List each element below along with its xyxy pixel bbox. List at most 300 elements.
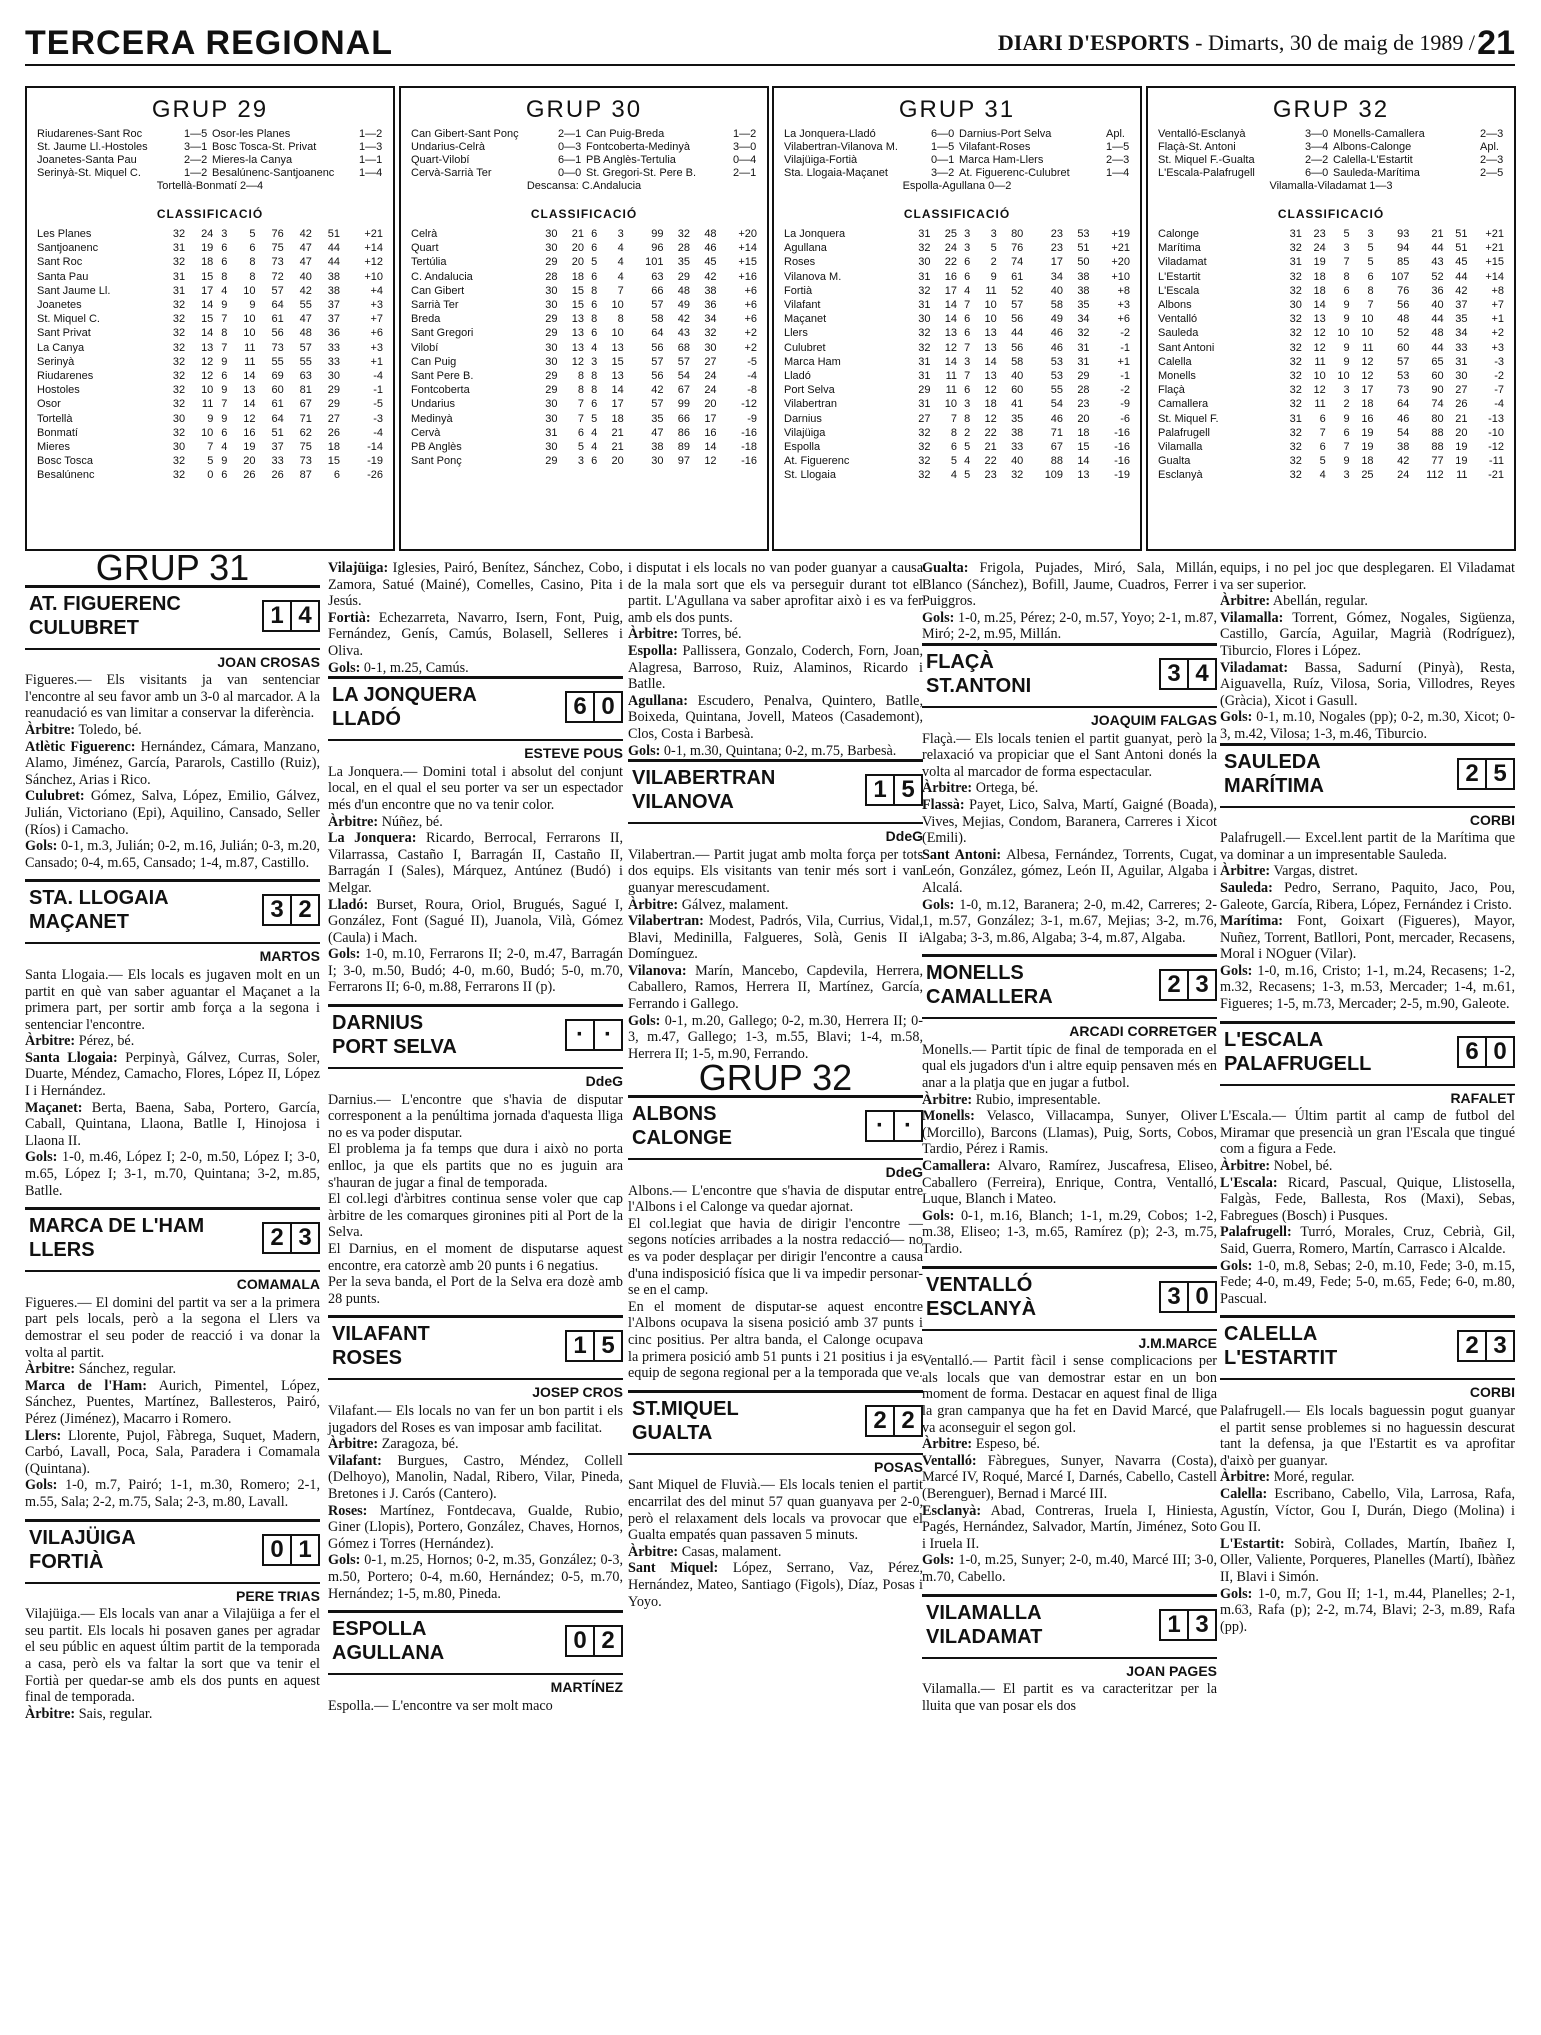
match-report — [25, 1519, 320, 1723]
match-report — [922, 643, 1217, 946]
paragraph-label: Culubret: — [25, 788, 85, 805]
paragraph-label: Gols: — [922, 896, 955, 913]
stat-cell: 32 — [1289, 242, 1302, 255]
stat-cell: 32 — [918, 327, 931, 340]
stat-cell: 32 — [918, 469, 931, 482]
stat-cell: 9 — [221, 299, 228, 312]
stat-cell: 3 — [964, 355, 971, 368]
stat-cell: 56 — [651, 370, 664, 383]
score-box — [565, 1330, 623, 1362]
paragraph-text: El problema ja fa temps que dura i això no porta enlloc, ja que els partits que no es juguin ara s'hauran de jugar a final de temporada. — [328, 1141, 623, 1191]
stat-cell: 24 — [1397, 469, 1410, 482]
classification-row — [1158, 255, 1504, 269]
paragraph-text: 1-0, m.25, Pérez; 2-0, m.57, Yoyo; 2-1, m.87, Miró; 2-2, m.95, Millán. — [922, 609, 1217, 643]
score-digit: 0 — [573, 1627, 587, 1655]
score-digit: 2 — [873, 1406, 887, 1434]
stat-cell: 7 — [577, 412, 585, 425]
paragraph-label: Gols: — [328, 1552, 361, 1569]
stat-cell: 31 — [172, 242, 186, 255]
paragraph-label: Vilabertran: — [628, 913, 704, 930]
stat-cell: 12 — [571, 355, 585, 368]
team-name: Sant Jaume Ll. — [37, 284, 111, 297]
score-digit: 3 — [1167, 1282, 1181, 1310]
result-teams: Calella-L'Estartit — [1333, 154, 1413, 166]
result-teams: Osor-les Planes — [212, 128, 291, 140]
score-digit: · — [876, 1112, 884, 1140]
stat-cell: 7 — [577, 398, 585, 411]
stat-cell: 9 — [221, 355, 228, 368]
stat-cell: 76 — [1397, 284, 1410, 297]
stat-cell: +21 — [364, 228, 383, 240]
stat-cell: +15 — [738, 256, 757, 269]
match-header — [25, 1207, 320, 1272]
classification-row — [1158, 284, 1504, 298]
score-digit: 5 — [893, 776, 921, 804]
result-teams: St. Miquel F.-Gualta — [1158, 154, 1255, 166]
paragraph-text: Perpinyà, Gálvez, Curras, Soler, Duarte, Méndez, Camacho, Flores, López II, López I i Hernández. — [25, 1049, 321, 1100]
paragraph-label: L'Estartit: — [1220, 1535, 1285, 1552]
article-paragraph — [1220, 1403, 1515, 1469]
score-box — [262, 1222, 320, 1254]
stat-cell: 5 — [249, 228, 256, 240]
stat-cell: 88 — [1050, 455, 1064, 468]
stat-cell: -4 — [373, 426, 383, 439]
stat-cell: -16 — [1114, 455, 1130, 468]
result-teams: Can Puig-Breda — [586, 128, 665, 140]
stat-cell: 14 — [984, 355, 997, 368]
paragraph-label: Monells: — [922, 1108, 975, 1125]
team-name: Maçanet — [784, 313, 827, 326]
stat-cell: 6 — [964, 270, 971, 283]
section-title: TERCERA REGIONAL — [25, 24, 393, 62]
match-header — [328, 1315, 623, 1380]
stat-cell: 20 — [1077, 412, 1090, 425]
stat-cell: 31 — [545, 426, 558, 439]
team-name: MARCA DE L'HAM — [29, 1215, 205, 1238]
stat-cell: 9 — [221, 412, 228, 425]
stat-cell: 76 — [271, 228, 284, 240]
paragraph-text: Vilajüiga.— Els locals van anar a Vilajüiga a fer el seu partit. Els locals hi posaven ganes per agradar el seu públic en aquest últim partit de la temporada a casa, però els va faltar la sort que va tenir el Fortià per quedar-se amb els dos punts en aquest final de temporada. — [25, 1606, 320, 1706]
result-score: 3—0 — [1305, 128, 1329, 140]
stat-cell: 13 — [944, 327, 958, 340]
result-teams: Flaçà-St. Antoni — [1158, 141, 1236, 153]
article-paragraph — [922, 1353, 1217, 1436]
stat-cell: 32 — [1077, 327, 1090, 340]
stat-cell: 18 — [571, 270, 585, 283]
stat-cell: -4 — [747, 370, 757, 383]
article-paragraph — [1220, 593, 1515, 610]
score-digit: 2 — [1167, 971, 1181, 999]
paragraph-text: Abellán, regular. — [1270, 593, 1368, 610]
article-paragraph — [922, 780, 1217, 797]
stat-cell: 58 — [651, 313, 664, 326]
paragraph-label: Marca de l'Ham: — [25, 1377, 147, 1394]
stat-cell: 60 — [1397, 341, 1410, 354]
stat-cell: 48 — [677, 284, 691, 297]
result-teams: Quart-Vilobí — [411, 154, 470, 166]
stat-cell: 31 — [172, 270, 186, 283]
paragraph-text: Escribano, Cabello, Vila, Larrosa, Rafa, Agustín, Víctor, Gou I, Durán, Diego (Molina) i Gou II. — [1220, 1485, 1515, 1536]
match-report — [1220, 743, 1515, 1013]
stat-cell: +2 — [1491, 327, 1504, 340]
score-digit: 2 — [893, 1407, 921, 1435]
score-box — [1159, 969, 1217, 1001]
article-paragraph — [25, 722, 320, 739]
article-paragraph — [25, 739, 320, 789]
paragraph-text: Turró, Morales, Cruz, Cebrià, Gil, Said, Guerra, Romero, Martín, Carrasco i Alcalde. — [1220, 1224, 1515, 1257]
results-grid — [411, 128, 757, 180]
stat-cell: 57 — [677, 355, 691, 368]
article-paragraph — [922, 1552, 1217, 1585]
result-teams: Serinyà-St. Miquel C. — [37, 167, 141, 179]
article-paragraph — [628, 1560, 923, 1610]
team-name: PALAFRUGELL — [1224, 1052, 1372, 1075]
stat-cell: 41 — [1011, 398, 1024, 411]
stat-cell: 18 — [201, 256, 214, 269]
stat-cell: +3 — [1491, 341, 1504, 354]
team-name: Sant Pere B. — [411, 370, 474, 383]
stat-cell: 18 — [327, 441, 341, 454]
match-header — [328, 676, 623, 741]
stat-cell: -11 — [1488, 455, 1504, 468]
stat-cell: 7 — [221, 313, 228, 326]
team-name: Monells — [1158, 370, 1196, 383]
stat-cell: 6 — [591, 455, 598, 468]
article-paragraph — [1220, 1486, 1515, 1536]
match-author: JOAN PAGES — [1126, 1662, 1217, 1679]
stat-cell: 3 — [964, 242, 971, 255]
classification-row — [37, 298, 383, 312]
stat-cell: 30 — [704, 341, 717, 354]
stat-cell: 32 — [172, 426, 186, 439]
paragraph-text: 0-1, m.25, Hornos; 0-2, m.35, González; 0-3, m.50, Portero; 0-4, m.60, Hernández; 0-5, m.70, Hernández; 1-5, m.80, Pineda. — [328, 1552, 623, 1602]
stat-cell: +15 — [1485, 256, 1504, 269]
stat-cell: 44 — [1431, 341, 1444, 354]
stat-cell: 9 — [207, 412, 214, 425]
stat-cell: 2 — [1343, 398, 1350, 411]
stat-cell: 33 — [327, 355, 341, 368]
stat-cell: 21 — [1431, 228, 1444, 240]
result-teams: Riudarenes-Sant Roc — [37, 128, 143, 140]
paragraph-label: Esclanyà: — [922, 1502, 982, 1519]
stat-cell: 64 — [271, 299, 284, 312]
stat-cell: -2 — [1120, 327, 1130, 340]
stat-cell: 52 — [1397, 327, 1410, 340]
match-author: PERE TRIAS — [235, 1587, 320, 1604]
stat-cell: 7 — [221, 341, 228, 354]
paragraph-label: Palafrugell: — [1220, 1224, 1292, 1241]
team-name: Besalúnenc — [37, 469, 95, 482]
stat-cell: -2 — [1120, 384, 1130, 397]
stat-cell: 93 — [1397, 228, 1410, 240]
stat-cell: 43 — [1431, 256, 1444, 269]
article-paragraph — [922, 847, 1217, 897]
classification-title: CLASSIFICACIÓ — [530, 207, 638, 221]
stat-cell: 7 — [964, 341, 971, 354]
classification-row — [1158, 270, 1504, 284]
stat-cell: 13 — [611, 370, 624, 383]
score-box — [865, 774, 923, 806]
stat-cell: 12 — [984, 412, 997, 425]
classification-row — [411, 440, 757, 454]
stat-cell: 34 — [1077, 313, 1090, 326]
stat-cell: 35 — [651, 412, 664, 425]
stat-cell: 19 — [243, 441, 256, 454]
stat-cell: +14 — [1485, 270, 1504, 283]
classification-row — [411, 369, 757, 383]
stat-cell: 7 — [207, 441, 214, 454]
article-paragraph — [628, 847, 923, 897]
match-header — [922, 643, 1217, 708]
stat-cell: 15 — [611, 355, 624, 368]
stat-cell: 8 — [964, 412, 971, 425]
team-name: VILANOVA — [632, 791, 734, 814]
stat-cell: 7 — [1343, 256, 1350, 269]
result-score: 6—0 — [1305, 167, 1329, 179]
stat-cell: 69 — [271, 370, 284, 383]
team-name: Vilamalla — [1158, 441, 1203, 454]
stat-cell: -12 — [741, 398, 757, 411]
stat-cell: 38 — [1077, 284, 1090, 297]
stat-cell: 38 — [1011, 426, 1024, 439]
stat-cell: -13 — [1488, 412, 1504, 425]
paragraph-label: Àrbitre: — [25, 1361, 76, 1378]
stat-cell: 32 — [1289, 341, 1302, 354]
result-score: 1—5 — [931, 141, 955, 153]
stat-cell: 53 — [1077, 228, 1090, 240]
standings-box — [772, 86, 1142, 551]
paragraph-text: Moré, regular. — [1270, 1469, 1355, 1486]
team-name: Vilobí — [411, 341, 439, 354]
stat-cell: 32 — [1289, 355, 1302, 368]
stat-cell: 53 — [1050, 370, 1064, 383]
paragraph-text: Figueres.— Els visitants ja van sentenciar l'encontre al seu favor amb un 3-0 al marcador. A la reanudació es van limitar a conservar la diferència. — [25, 672, 320, 722]
result-score: 2—1 — [558, 128, 582, 140]
stat-cell: +1 — [370, 355, 383, 368]
paragraph-text: 0-1, m.16, Blanch; 1-1, m.29, Cobos; 1-2, m.38, Eliseo; 1-3, m.65, Ramírez (p); 2-3, m.75, Tardio. — [922, 1207, 1217, 1257]
result-teams: Joanetes-Santa Pau — [37, 154, 137, 166]
stat-cell: 44 — [327, 242, 341, 255]
stat-cell: 7 — [1319, 426, 1326, 439]
result-teams: Monells-Camallera — [1333, 128, 1425, 140]
article-paragraph — [1220, 560, 1515, 593]
stat-cell: 32 — [1011, 469, 1024, 482]
article-paragraph — [628, 643, 923, 693]
classification-row — [784, 255, 1130, 269]
score-digit: · — [593, 1021, 621, 1049]
stat-cell: 43 — [677, 327, 691, 340]
team-name: Hostoles — [37, 384, 80, 397]
stat-cell: 32 — [172, 398, 186, 411]
stat-cell: 26 — [1455, 398, 1468, 411]
stat-cell: 10 — [201, 384, 214, 397]
stat-cell: 6 — [221, 242, 228, 255]
stat-cell: 4 — [221, 441, 228, 454]
score-box — [262, 1534, 320, 1566]
classification-row — [1158, 440, 1504, 454]
stat-cell: 42 — [299, 228, 312, 240]
score-digit: 5 — [1485, 760, 1513, 788]
score-box — [1159, 1281, 1217, 1313]
paragraph-label: Àrbitre: — [25, 1705, 76, 1722]
classification-row — [784, 369, 1130, 383]
paragraph-text: Espolla.— L'encontre va ser molt maco — [328, 1697, 553, 1714]
page-header — [25, 24, 1515, 66]
match-header — [1220, 743, 1515, 808]
stat-cell: 32 — [172, 313, 186, 326]
stat-cell: 12 — [944, 341, 958, 354]
stat-cell: 6 — [221, 469, 228, 482]
stat-cell: 87 — [299, 469, 312, 482]
stat-cell: 18 — [611, 412, 624, 425]
stat-cell: -2 — [1494, 370, 1504, 383]
stat-cell: +8 — [1491, 284, 1504, 297]
stat-cell: 5 — [577, 441, 585, 454]
paragraph-label: Gols: — [25, 838, 58, 855]
stat-cell: 40 — [1431, 299, 1444, 312]
team-name: Albons — [1158, 299, 1192, 312]
stat-cell: 60 — [1431, 370, 1444, 383]
team-name: MARÍTIMA — [1224, 774, 1324, 797]
stat-cell: 27 — [327, 412, 341, 425]
team-name: Cervà — [411, 426, 441, 439]
classification-row — [784, 412, 1130, 426]
result-score: 3—1 — [184, 141, 208, 153]
stat-cell: 25 — [944, 228, 958, 240]
stat-cell: 32 — [1289, 370, 1302, 383]
article-paragraph — [1220, 1158, 1515, 1175]
classification-row — [1158, 326, 1504, 340]
paragraph-text: 1-0, m.25, Sunyer; 2-0, m.40, Marcé III; 3-0, m.70, Cabello. — [922, 1552, 1217, 1585]
stat-cell: 86 — [677, 426, 691, 439]
stat-cell: 54 — [677, 370, 691, 383]
paragraph-label: Vilafant: — [328, 1452, 382, 1469]
stat-cell: 13 — [984, 327, 997, 340]
paragraph-text: Casas, malament. — [678, 1543, 782, 1560]
team-name: Bosc Tosca — [37, 455, 94, 468]
stat-cell: 32 — [172, 327, 186, 340]
score-box — [865, 1110, 923, 1142]
match-report — [922, 1594, 1217, 1715]
standings-box — [399, 86, 769, 551]
team-name: Sant Roc — [37, 256, 83, 269]
stat-cell: 28 — [545, 270, 558, 283]
group-title: GRUP 32 — [1272, 96, 1390, 123]
stat-cell: 32 — [172, 256, 186, 269]
result-teams: At. Figuerenc-Culubret — [959, 167, 1070, 179]
paragraph-text: Toledo, bé. — [75, 721, 142, 738]
classification-row — [411, 412, 757, 426]
article-paragraph — [1220, 830, 1515, 863]
stat-cell: 13 — [611, 341, 624, 354]
team-name: Sauleda — [1158, 327, 1199, 340]
stat-cell: -16 — [1114, 441, 1130, 454]
stat-cell: +14 — [364, 242, 383, 255]
stat-cell: 13 — [201, 341, 214, 354]
stat-cell: -4 — [373, 370, 383, 383]
article-paragraph — [1220, 863, 1515, 880]
classification-row — [37, 255, 383, 269]
paragraph-label: Gols: — [922, 1207, 955, 1224]
stat-cell: 57 — [651, 398, 664, 411]
stat-cell: 32 — [704, 327, 717, 340]
stat-cell: 13 — [984, 370, 997, 383]
stat-cell: 3 — [964, 228, 971, 240]
stat-cell: 29 — [545, 256, 558, 269]
group-title: GRUP 31 — [898, 96, 1016, 123]
stat-cell: 52 — [1011, 284, 1024, 297]
paragraph-text: El col.legi d'àrbitres continua sense voler que cap àrbitre de les comarques gironines piti al Port de la Selva. — [328, 1191, 623, 1241]
stat-cell: -18 — [741, 441, 757, 454]
stat-cell: 5 — [591, 256, 598, 269]
paragraph-text: Alvaro, Ramírez, Juscafresa, Eliseo, Caballero (Ferreira), Enrique, Contra, Ventalló, Luque, Blanch i Mateo. — [922, 1158, 1217, 1208]
stat-cell: 44 — [1431, 313, 1444, 326]
stat-cell: 75 — [271, 242, 284, 255]
stat-cell: 21 — [611, 441, 624, 454]
stat-cell: 51 — [1077, 242, 1090, 255]
stat-cell: 21 — [571, 228, 585, 240]
article-paragraph — [328, 1453, 623, 1503]
classification-row — [37, 341, 383, 355]
result-teams: Darnius-Port Selva — [959, 128, 1052, 140]
match-report — [1220, 1315, 1515, 1635]
paragraph-text: equips, i no pel joc que desplegaren. El Viladamat va ser superior. — [1220, 560, 1515, 593]
result-score: 1—2 — [359, 128, 383, 140]
score-digit: 2 — [593, 1627, 621, 1655]
paragraph-label: L'Escala: — [1220, 1174, 1278, 1191]
match-report — [628, 1095, 923, 1382]
article-paragraph — [1220, 1536, 1515, 1586]
team-name: La Canya — [37, 341, 85, 354]
stat-cell: 14 — [944, 313, 958, 326]
stat-cell: 21 — [984, 441, 997, 454]
paragraph-label: Santa Llogaia: — [25, 1049, 118, 1066]
paragraph-text: Ricard, Pascual, Quique, Llistosella, Falgàs, Fede, Ballesta, Ros (Maxi), Sebas, Fabregues (Bosch) i Pusques. — [1220, 1174, 1515, 1224]
stat-cell: 24 — [704, 384, 717, 397]
stat-cell: 71 — [299, 412, 312, 425]
stat-cell: 15 — [327, 455, 341, 468]
stat-cell: 13 — [1077, 469, 1090, 482]
stat-cell: 14 — [243, 398, 256, 411]
article-paragraph — [1220, 709, 1515, 742]
article-paragraph — [922, 1042, 1217, 1092]
stat-cell: 61 — [1011, 270, 1024, 283]
team-name: Medinyà — [411, 412, 453, 425]
paragraph-text: Hernández, Cámara, Manzano, Alamo, Jiménez, García, Pararols, Castillo (Ruiz), Sánchez, Arias i Rico. — [25, 738, 321, 788]
article-paragraph — [328, 1698, 623, 1715]
stat-cell: 49 — [1050, 313, 1064, 326]
stat-cell: 6 — [1319, 412, 1326, 425]
stat-cell: 30 — [172, 441, 186, 454]
team-name: FLAÇÀ — [926, 650, 994, 673]
paragraph-text: Iglesies, Pairó, Benítez, Sánchez, Cobo, Zamora, Satué (Mainé), Comelles, Casino, Pita i Jesús. — [328, 560, 623, 610]
result-score: Apl. — [1106, 128, 1125, 140]
stat-cell: 24 — [944, 242, 958, 255]
stat-cell: 27 — [1455, 384, 1468, 397]
result-teams: Vilabertran-Vilanova M. — [784, 141, 898, 153]
result-teams: St. Jaume Ll.-Hostoles — [37, 141, 148, 153]
stat-cell: 60 — [271, 384, 284, 397]
stat-cell: 10 — [201, 426, 214, 439]
stat-cell: 31 — [1289, 228, 1302, 240]
stat-cell: 11 — [1456, 469, 1468, 482]
stat-cell: 4 — [964, 284, 971, 297]
article-paragraph — [628, 913, 923, 963]
stat-cell: 4 — [617, 242, 624, 255]
stat-cell: 45 — [704, 256, 717, 269]
stat-cell: 5 — [990, 242, 997, 255]
paragraph-text: Ricardo, Berrocal, Ferrarons II, Vilarrassa, Castaño I, Barragán II, Castaño II, Barragán I (Sales), Márquez, Antúnez (Budó) i Melgar. — [328, 830, 623, 896]
